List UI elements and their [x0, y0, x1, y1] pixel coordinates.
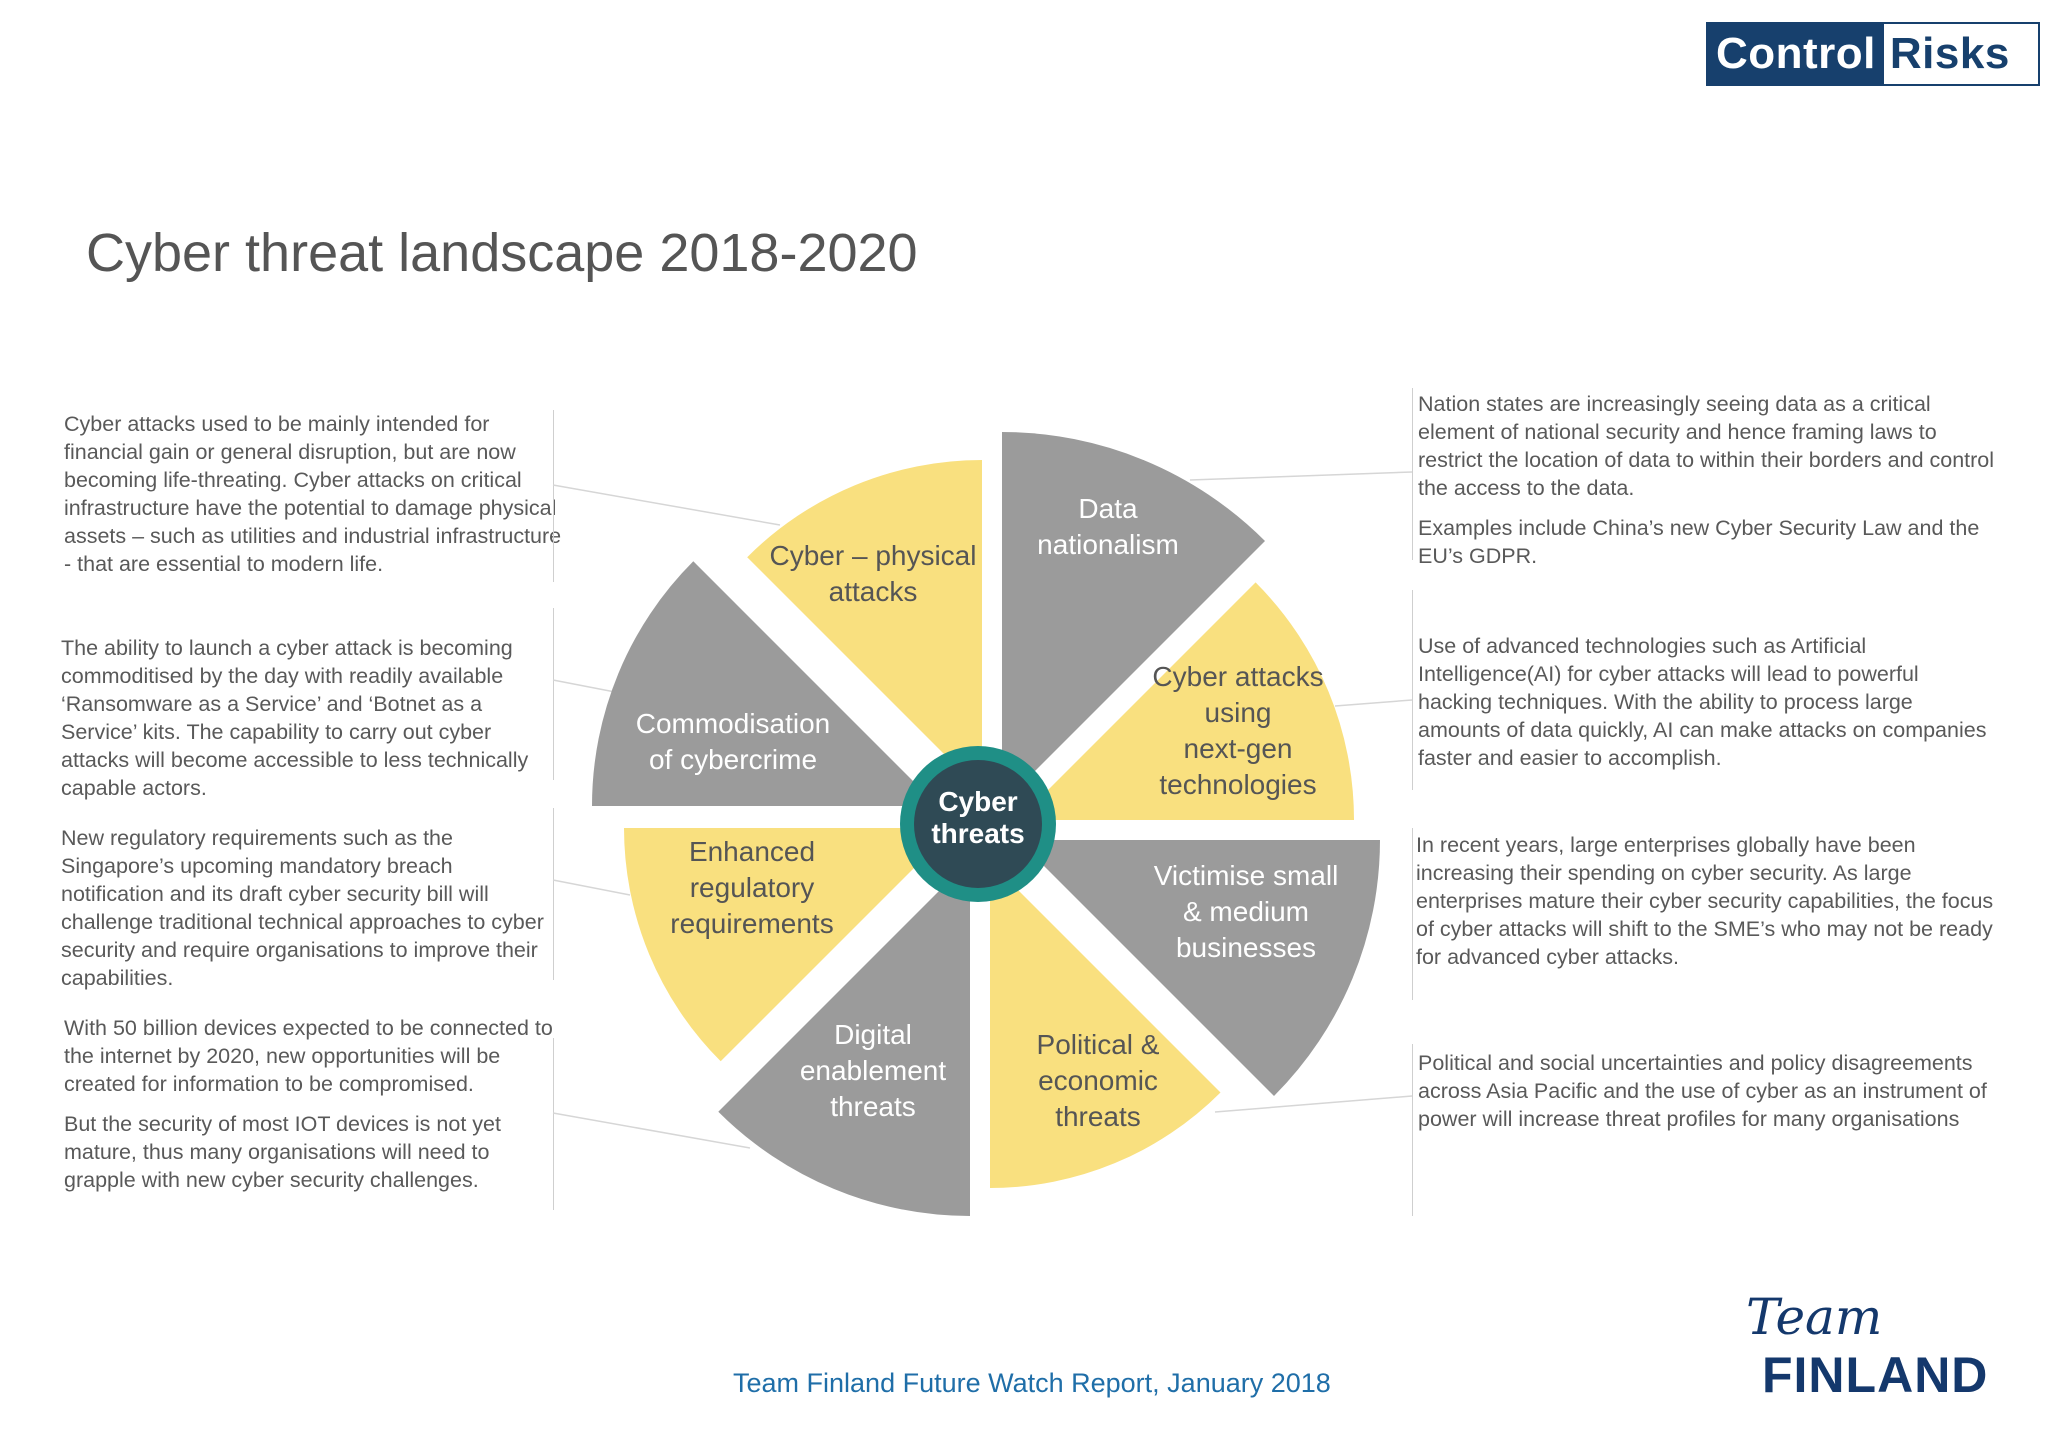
segment-1-label-line-2: next-gen [1183, 733, 1293, 764]
segment-1-label-line-3: technologies [1159, 769, 1317, 800]
segment-0-label-line-0: Data [1078, 493, 1138, 524]
desc-data-text-1: Nation states are increasingly seeing data as a critical element of national security and hence framing laws to restrict the location of data to within their borders and control the access to the data. [1418, 392, 1995, 500]
segment-1-label-line-1: using [1204, 697, 1272, 728]
desc-sme-text: In recent years, large enterprises globally have been increasing their spending on cyber security. As large enterprises mature their cyber security capabilities, the focus of cyber attacks will shift to the SME’s who may not be ready for advanced cyber attacks. [1416, 833, 1994, 969]
logo-risks-text: Risks [1889, 29, 2010, 78]
segment-5-label-line-1: regulatory [689, 872, 815, 903]
page-title: Cyber threat landscape 2018-2020 [86, 223, 918, 283]
segment-3-label-line-1: economic [1038, 1065, 1158, 1096]
segment-2-label-line-1: & medium [1182, 896, 1310, 927]
logo-finland-text: FINLAND [1762, 1347, 1989, 1403]
segment-5-label-line-0: Enhanced [688, 836, 816, 867]
logo-control-text: Control [1708, 24, 1884, 84]
segment-7-label-line-0: Cyber – physical [769, 540, 977, 571]
segment-2-label-line-0: Victimise small [1153, 860, 1339, 891]
footer-source: Team Finland Future Watch Report, January 2018 [733, 1368, 1331, 1398]
desc-digital-text-2: But the security of most IOT devices is not yet mature, thus many organisations will need to grapple with new cyber security challenges. [64, 1112, 501, 1192]
logo-team-text: Team [1746, 1288, 1883, 1346]
segment-2-label-line-2: businesses [1175, 932, 1317, 963]
segment-3-label-line-2: threats [1055, 1101, 1141, 1132]
desc-digital-text-1: With 50 billion devices expected to be connected to the internet by 2020, new opportunities will be created for information to be compromised. [64, 1016, 553, 1096]
segment-1-label-line-0: Cyber attacks [1152, 661, 1324, 692]
segment-5-label-line-2: requirements [670, 908, 834, 939]
segment-4-label-line-1: enablement [799, 1055, 947, 1086]
segment-3-label-line-0: Political & [1036, 1029, 1160, 1060]
hub-label-line2: threats [931, 818, 1025, 849]
team-finland-logo [1724, 1288, 2024, 1403]
segment-6-label-line-1: of cybercrime [648, 744, 818, 775]
segment-7-label-line-1: attacks [828, 576, 918, 607]
segment-4-label-line-0: Digital [834, 1019, 912, 1050]
hub-label-line1: Cyber [938, 786, 1018, 817]
desc-political-text: Political and social uncertainties and policy disagreements across Asia Pacific and the use of cyber as an instrument of power will increase threat profiles for many organisations [1418, 1051, 1987, 1131]
desc-commodisation-text: The ability to launch a cyber attack is becoming commoditised by the day with readily available ‘Ransomware as a Service’ and ‘Botnet as a Service’ kits. The capability to carry out cyber attacks will become accessible to less technically capable actors. [61, 636, 529, 800]
desc-data-text-2: Examples include China’s new Cyber Security Law and the EU’s GDPR. [1418, 516, 1980, 568]
desc-next-gen-text: Use of advanced technologies such as Artificial Intelligence(AI) for cyber attacks will lead to powerful hacking techniques. With the ability to process large amounts of data quickly, AI can make attacks on companies faster and easier to accomplish. [1418, 634, 1987, 770]
desc-cyber-physical-text: Cyber attacks used to be mainly intended for financial gain or general disruption, but are now becoming life-threating. Cyber attacks on critical infrastructure have the potential to damage physical assets – such as utilities and industrial infrastructure - that are essential to modern life. [64, 412, 562, 576]
desc-regulatory-text: New regulatory requirements such as the Singapore’s upcoming mandatory breach notification and its draft cyber security bill will challenge traditional technical approaches to cyber security and require organisations to improve their capabilities. [61, 826, 544, 990]
segment-6-label-line-0: Commodisation [635, 708, 831, 739]
segment-4-label-line-2: threats [830, 1091, 916, 1122]
segment-0-label-line-1: nationalism [1037, 529, 1179, 560]
